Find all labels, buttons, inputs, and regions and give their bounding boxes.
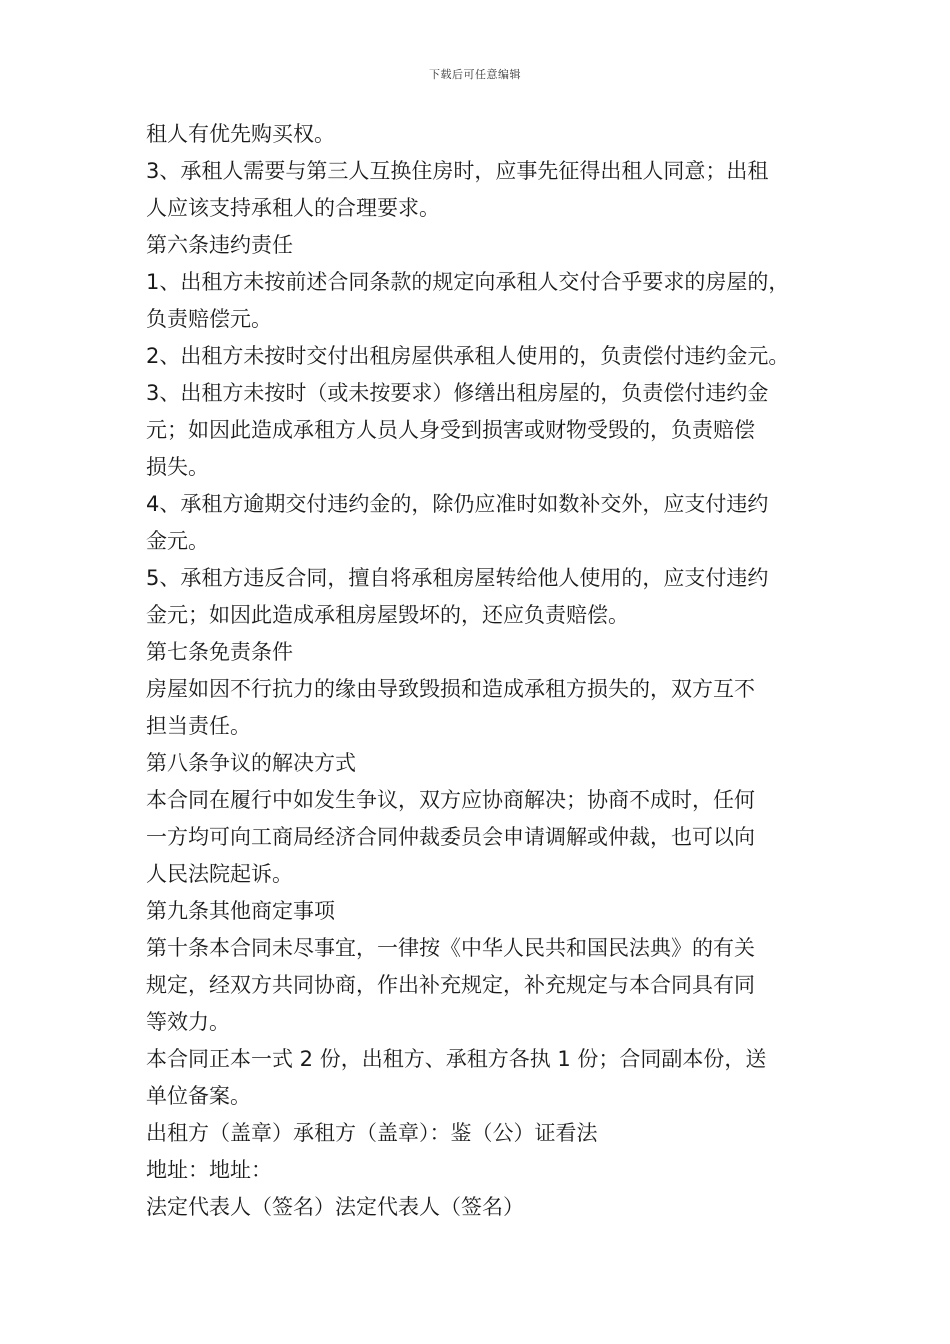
text-line: 一方均可向工商局经济合同仲裁委员会申请调解或仲裁，也可以向 bbox=[146, 825, 755, 849]
page-header: 下载后可任意编辑 bbox=[429, 68, 521, 81]
text-line: 单位备案。 bbox=[146, 1084, 251, 1108]
text-line: 金元。 bbox=[146, 529, 209, 553]
address-line: 地址：地址： bbox=[146, 1158, 272, 1182]
text-line: 规定，经双方共同协商，作出补充规定，补充规定与本合同具有同 bbox=[146, 973, 755, 997]
text-line: 3、承租人需要与第三人互换住房时，应事先征得出租人同意；出租 bbox=[146, 159, 769, 183]
text-line: 损失。 bbox=[146, 455, 209, 479]
text-line: 4、承租方逾期交付违约金的，除仍应准时如数补交外，应支付违约 bbox=[146, 492, 769, 516]
text-line: 等效力。 bbox=[146, 1010, 230, 1034]
text-line: 第十条本合同未尽事宜，一律按《中华人民共和国民法典》的有关 bbox=[146, 936, 755, 960]
representative-line: 法定代表人（签名）法定代表人（签名） bbox=[146, 1195, 524, 1219]
text-line: 租人有优先购买权。 bbox=[146, 122, 335, 146]
section-heading: 第九条其他商定事项 bbox=[146, 899, 335, 923]
text-line: 3、出租方未按时（或未按要求）修缮出租房屋的，负责偿付违约金 bbox=[146, 381, 769, 405]
signature-line: 出租方（盖章）承租方（盖章）：鉴（公）证看法 bbox=[146, 1121, 598, 1145]
text-line: 本合同正本一式 2 份，出租方、承租方各执 1 份；合同副本份，送 bbox=[146, 1047, 767, 1071]
text-line: 人应该支持承租人的合理要求。 bbox=[146, 196, 440, 220]
text-line: 1、出租方未按前述合同条款的规定向承租人交付合乎要求的房屋的， bbox=[146, 270, 790, 294]
text-line: 2、出租方未按时交付出租房屋供承租人使用的，负责偿付违约金元。 bbox=[146, 344, 790, 368]
section-heading: 第八条争议的解决方式 bbox=[146, 751, 356, 775]
text-line: 担当责任。 bbox=[146, 714, 251, 738]
section-heading: 第七条免责条件 bbox=[146, 640, 293, 664]
text-line: 负责赔偿元。 bbox=[146, 307, 272, 331]
section-heading: 第六条违约责任 bbox=[146, 233, 293, 257]
text-line: 元；如因此造成承租方人员人身受到损害或财物受毁的，负责赔偿 bbox=[146, 418, 755, 442]
text-line: 金元；如因此造成承租房屋毁坏的，还应负责赔偿。 bbox=[146, 603, 629, 627]
text-line: 人民法院起诉。 bbox=[146, 862, 293, 886]
text-line: 房屋如因不行抗力的缘由导致毁损和造成承租方损失的，双方互不 bbox=[146, 677, 755, 701]
document-body bbox=[146, 116, 816, 1226]
text-line: 5、承租方违反合同，擅自将承租房屋转给他人使用的，应支付违约 bbox=[146, 566, 769, 590]
text-line: 本合同在履行中如发生争议，双方应协商解决；协商不成时，任何 bbox=[146, 788, 755, 812]
